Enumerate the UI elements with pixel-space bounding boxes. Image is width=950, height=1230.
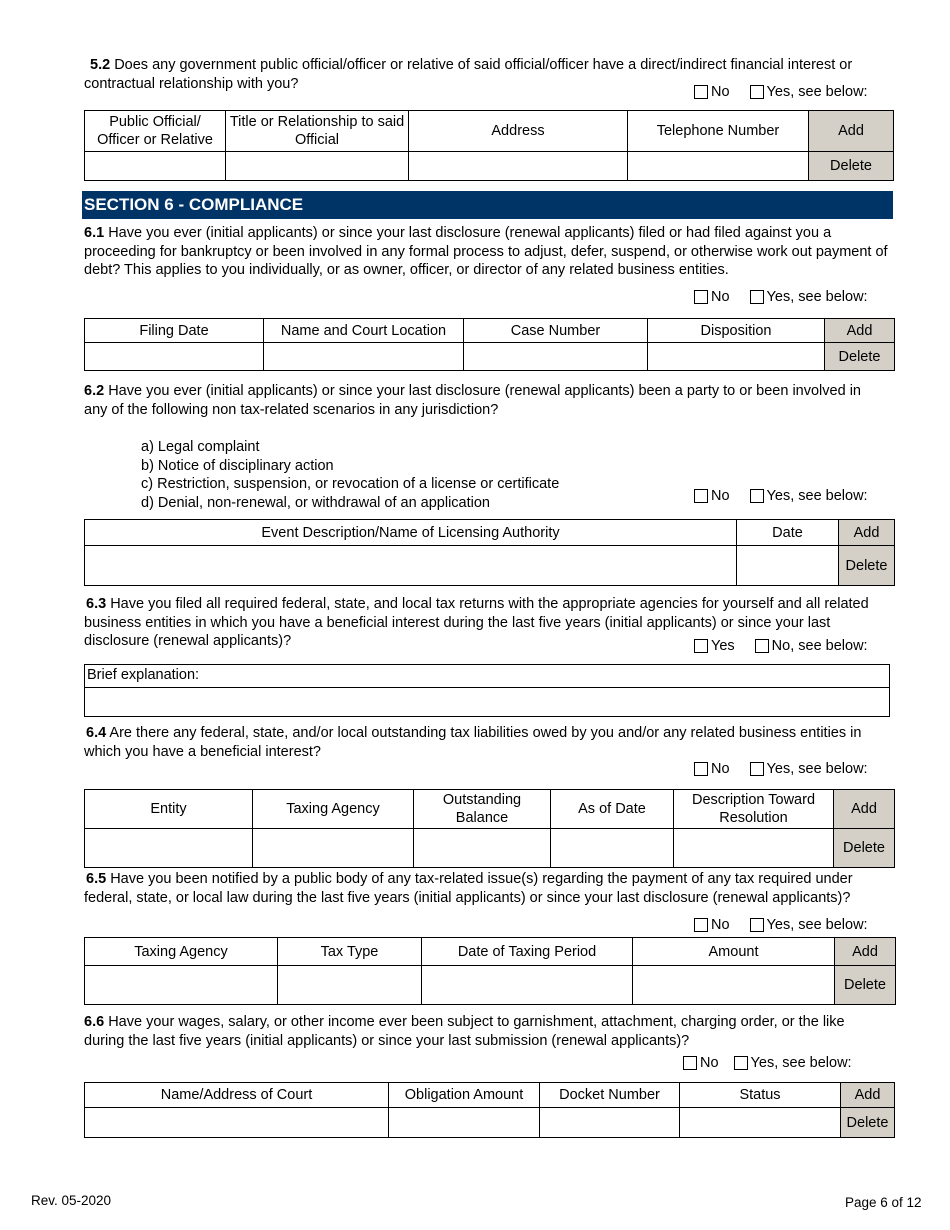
q65-table (84, 937, 896, 1005)
question-6-2 (84, 382, 874, 419)
no-checkbox[interactable] (694, 489, 708, 503)
question-number: 6.4 (86, 725, 107, 741)
question-text: Have you ever (initial applicants) or since your last disclosure (renewal applicants) been a party to or been involved in any of the following non tax-related scenarios in any jurisdiction? (84, 383, 861, 418)
delete-button[interactable]: Delete (835, 966, 896, 1005)
column-header: Docket Number (540, 1083, 680, 1108)
input-cell[interactable] (409, 152, 628, 181)
question-number: 5.2 (90, 57, 111, 73)
question-6-5 (84, 870, 884, 907)
yes-label: Yes, see below: (766, 289, 868, 305)
column-header: Title or Relationship to said Official (226, 111, 409, 152)
input-cell[interactable] (628, 152, 809, 181)
no-checkbox[interactable] (694, 290, 708, 304)
input-cell[interactable] (551, 829, 674, 868)
input-cell[interactable] (464, 343, 648, 371)
column-header: Entity (85, 790, 253, 829)
no-checkbox[interactable] (755, 639, 769, 653)
input-cell[interactable] (85, 546, 737, 586)
delete-button[interactable]: Delete (834, 829, 895, 868)
no-checkbox[interactable] (683, 1056, 697, 1070)
q64-table (84, 789, 895, 868)
question-number: 6.2 (84, 383, 105, 399)
q61-table (84, 318, 895, 371)
q62-table (84, 519, 895, 586)
input-cell[interactable] (737, 546, 839, 586)
q52-table (84, 110, 894, 181)
list-item: a) Legal complaint (141, 439, 260, 455)
no-label: No (711, 289, 730, 305)
yes-label: Yes, see below: (766, 488, 868, 504)
input-cell[interactable] (85, 152, 226, 181)
question-6-1 (84, 224, 890, 280)
yes-checkbox[interactable] (734, 1056, 748, 1070)
input-cell[interactable] (85, 343, 264, 371)
explanation-input[interactable] (85, 688, 889, 717)
input-cell[interactable] (253, 829, 414, 868)
q66-table (84, 1082, 895, 1138)
add-button[interactable]: Add (834, 790, 895, 829)
column-header: Public Official/ Officer or Relative (85, 111, 226, 152)
add-button[interactable]: Add (809, 111, 894, 152)
column-header: Name/Address of Court (85, 1083, 389, 1108)
question-text: Have you been notified by a public body of any tax-related issue(s) regarding the payment of any tax required under federal, state, or local law during the last five years (initial applicants) or since your last disclosure (renewal applicants)? (84, 871, 853, 906)
question-6-4 (84, 724, 874, 761)
q52-options (694, 84, 868, 100)
delete-button[interactable]: Delete (841, 1108, 895, 1138)
yes-label: Yes, see below: (766, 917, 868, 933)
question-number: 6.3 (86, 596, 107, 612)
column-header: Taxing Agency (85, 938, 278, 966)
delete-button[interactable]: Delete (809, 152, 894, 181)
question-text: Have you filed all required federal, state, and local tax returns with the appropriate agencies for yourself and all related business entities in which you have a beneficial interest during the last five years (initial applicants) or since your last disclosure (renewal applicants)? (84, 596, 869, 649)
q65-options (694, 917, 868, 933)
input-cell[interactable] (680, 1108, 841, 1138)
column-header: Obligation Amount (389, 1083, 540, 1108)
input-cell[interactable] (540, 1108, 680, 1138)
column-header: Case Number (464, 319, 648, 343)
list-item: d) Denial, non-renewal, or withdrawal of an application (141, 494, 490, 511)
column-header: Outstanding Balance (414, 790, 551, 829)
q63-options (694, 638, 868, 654)
add-button[interactable]: Add (825, 319, 895, 343)
no-label: No (711, 488, 730, 504)
yes-label: Yes, see below: (766, 761, 868, 777)
no-label: No (700, 1055, 719, 1071)
list-item: c) Restriction, suspension, or revocation of a license or certificate (141, 476, 560, 492)
yes-checkbox[interactable] (750, 290, 764, 304)
input-cell[interactable] (389, 1108, 540, 1138)
question-text: Have your wages, salary, or other income ever been subject to garnishment, attachment, charging order, or the like during the last five years (initial applicants) or since your last submission (renewal applicants)? (84, 1014, 845, 1049)
yes-label: Yes, see below: (750, 1055, 852, 1071)
delete-button[interactable]: Delete (825, 343, 895, 371)
column-header: Address (409, 111, 628, 152)
explanation-label: Brief explanation: (85, 665, 889, 688)
no-checkbox[interactable] (694, 762, 708, 776)
question-text: Have you ever (initial applicants) or since your last disclosure (renewal applicants) filed or had filed against you a proceeding for bankruptcy or been involved in any formal process to adjust, defer, suspend, or otherwise work out payment of debt? This applies to you individually, or as owner, officer, or director of any related business entities. (84, 225, 888, 278)
input-cell[interactable] (85, 966, 278, 1005)
column-header: Filing Date (85, 319, 264, 343)
column-header: Name and Court Location (264, 319, 464, 343)
yes-checkbox[interactable] (694, 639, 708, 653)
input-cell[interactable] (422, 966, 633, 1005)
yes-checkbox[interactable] (750, 762, 764, 776)
question-number: 6.6 (84, 1014, 105, 1030)
add-button[interactable]: Add (841, 1083, 895, 1108)
yes-checkbox[interactable] (750, 918, 764, 932)
q62-options (694, 488, 868, 504)
column-header: Description Toward Resolution (674, 790, 834, 829)
column-header: Telephone Number (628, 111, 809, 152)
column-header: Tax Type (278, 938, 422, 966)
input-cell[interactable] (674, 829, 834, 868)
input-cell[interactable] (85, 829, 253, 868)
question-number: 6.1 (84, 225, 105, 241)
no-label: No, see below: (771, 638, 868, 654)
question-6-6 (84, 1013, 884, 1050)
q66-options (683, 1055, 852, 1071)
add-button[interactable]: Add (839, 520, 895, 546)
yes-label: Yes (711, 638, 735, 654)
revision-label: Rev. 05-2020 (31, 1193, 112, 1208)
input-cell[interactable] (414, 829, 551, 868)
input-cell[interactable] (85, 1108, 389, 1138)
column-header: Date (737, 520, 839, 546)
yes-checkbox[interactable] (750, 489, 764, 503)
column-header: Disposition (648, 319, 825, 343)
no-checkbox[interactable] (694, 85, 708, 99)
q64-options (694, 761, 868, 777)
question-text: Are there any federal, state, and/or local outstanding tax liabilities owed by you and/or any related business entities in which you have a beneficial interest? (84, 725, 862, 760)
scenario-list (141, 438, 681, 512)
input-cell[interactable] (264, 343, 464, 371)
q61-options (694, 289, 868, 305)
yes-label: Yes, see below: (766, 84, 868, 100)
page-number: Page 6 of 12 (845, 1195, 922, 1210)
column-header: Taxing Agency (253, 790, 414, 829)
no-label: No (711, 761, 730, 777)
section-6-header: SECTION 6 - COMPLIANCE (82, 191, 893, 219)
column-header: Status (680, 1083, 841, 1108)
delete-button[interactable]: Delete (839, 546, 895, 586)
add-button[interactable]: Add (835, 938, 896, 966)
column-header: As of Date (551, 790, 674, 829)
input-cell[interactable] (278, 966, 422, 1005)
explanation-box (84, 664, 890, 717)
question-text: Does any government public official/officer or relative of said official/officer have a direct/indirect financial interest or contractual relationship with you? (84, 57, 853, 92)
input-cell[interactable] (633, 966, 835, 1005)
yes-checkbox[interactable] (750, 85, 764, 99)
no-label: No (711, 84, 730, 100)
input-cell[interactable] (648, 343, 825, 371)
input-cell[interactable] (226, 152, 409, 181)
column-header: Event Description/Name of Licensing Authority (85, 520, 737, 546)
column-header: Amount (633, 938, 835, 966)
question-number: 6.5 (86, 871, 107, 887)
no-label: No (711, 917, 730, 933)
column-header: Date of Taxing Period (422, 938, 633, 966)
no-checkbox[interactable] (694, 918, 708, 932)
list-item: b) Notice of disciplinary action (141, 457, 334, 474)
